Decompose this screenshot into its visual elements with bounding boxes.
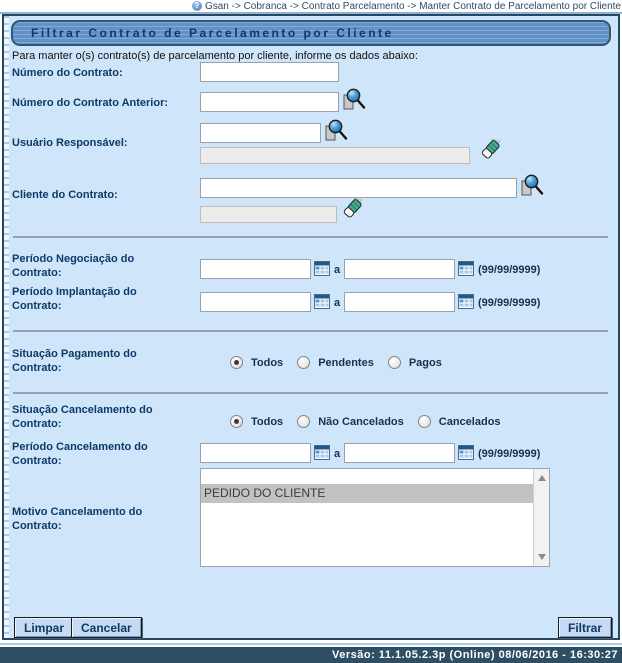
radio-label[interactable]: Todos	[251, 415, 284, 428]
date-format-hint: (99/99/9999)	[478, 448, 541, 460]
periodo-negociacao-from-input[interactable]	[200, 259, 311, 279]
radio-label[interactable]: Pagos	[408, 356, 442, 369]
help-icon[interactable]: ?	[192, 1, 202, 11]
calendar-icon[interactable]	[458, 261, 474, 281]
section-divider	[13, 392, 608, 394]
situacao-pagamento-radio-group	[230, 356, 450, 369]
radio-label[interactable]: Cancelados	[438, 415, 501, 428]
situacao-cancelamento-radio-todos[interactable]	[230, 415, 243, 428]
date-format-hint: (99/99/9999)	[478, 297, 541, 309]
situacao-cancelamento-radio-group	[230, 415, 509, 428]
numero-contrato-anterior-input[interactable]	[200, 92, 339, 112]
radio-label[interactable]: Todos	[251, 356, 284, 369]
filter-window	[2, 14, 620, 640]
scroll-down-icon[interactable]	[538, 554, 546, 560]
footer-divider	[0, 643, 622, 645]
cliente-contrato-input[interactable]	[200, 178, 517, 198]
periodo-negociacao-label: Período Negociação do Contrato:	[12, 253, 135, 279]
periodo-implantacao-from-input[interactable]	[200, 292, 311, 312]
eraser-icon[interactable]	[340, 196, 366, 229]
periodo-implantacao-to-input[interactable]	[344, 292, 455, 312]
radio-label[interactable]: Não Cancelados	[318, 415, 404, 428]
usuario-responsavel-label: Usuário Responsável:	[12, 137, 128, 149]
motivo-cancelamento-listbox[interactable]	[200, 468, 550, 567]
situacao-pagamento-label: Situação Pagamento do Contrato:	[12, 348, 137, 374]
breadcrumb-text: Gsan -> Cobranca -> Contrato Parcelamento -> Manter Contrato de Parcelamento por Cliente	[204, 0, 621, 12]
version-bar	[0, 647, 622, 663]
list-item[interactable]: PEDIDO DO CLIENTE	[201, 484, 533, 503]
periodo-cancelamento-label: Período Cancelamento do Contrato:	[12, 441, 148, 467]
page-title: Filtrar Contrato de Parcelamento por Cliente	[31, 26, 394, 40]
listbox-scrollbar[interactable]	[533, 469, 549, 566]
numero-contrato-anterior-label: Número do Contrato Anterior:	[12, 97, 169, 109]
calendar-icon[interactable]	[314, 445, 330, 465]
calendar-icon[interactable]	[458, 294, 474, 314]
range-separator: a	[334, 297, 341, 309]
section-divider	[13, 236, 608, 238]
range-separator: a	[334, 264, 341, 276]
listbox-options	[201, 469, 533, 566]
list-item-blank[interactable]	[201, 469, 533, 484]
periodo-implantacao-label: Período Implantação do Contrato:	[12, 286, 137, 312]
calendar-icon[interactable]	[314, 261, 330, 281]
version-text: Versão: 11.1.05.2.3p (Online) 08/06/2016 - 16:30:27	[332, 649, 618, 661]
section-divider	[13, 330, 608, 332]
motivo-cancelamento-label: Motivo Cancelamento do Contrato:	[12, 506, 143, 532]
search-icon[interactable]	[519, 174, 545, 203]
radio-label[interactable]: Pendentes	[318, 356, 374, 369]
situacao-cancelamento-label: Situação Cancelamento do Contrato:	[12, 404, 153, 430]
periodo-negociacao-to-input[interactable]	[344, 259, 455, 279]
search-icon[interactable]	[323, 119, 349, 148]
cliente-contrato-nome-field	[200, 206, 337, 223]
form-description: Para manter o(s) contrato(s) de parcelamento por cliente, informe os dados abaixo:	[12, 50, 418, 62]
window-titlebar	[11, 20, 611, 46]
calendar-icon[interactable]	[314, 294, 330, 314]
numero-contrato-label: Número do Contrato:	[12, 67, 123, 79]
numero-contrato-input[interactable]	[200, 62, 339, 82]
eraser-icon[interactable]	[478, 137, 504, 170]
periodo-cancelamento-from-input[interactable]	[200, 443, 311, 463]
filtrar-button[interactable]: Filtrar	[558, 617, 612, 638]
search-icon[interactable]	[341, 88, 367, 117]
usuario-responsavel-nome-field	[200, 147, 470, 164]
cliente-contrato-label: Cliente do Contrato:	[12, 189, 118, 201]
usuario-responsavel-input[interactable]	[200, 123, 321, 143]
limpar-button[interactable]: Limpar	[14, 617, 74, 638]
situacao-pagamento-radio-todos[interactable]	[230, 356, 243, 369]
scroll-up-icon[interactable]	[538, 475, 546, 481]
range-separator: a	[334, 448, 341, 460]
cancelar-button[interactable]: Cancelar	[71, 617, 142, 638]
periodo-cancelamento-to-input[interactable]	[344, 443, 455, 463]
date-format-hint: (99/99/9999)	[478, 264, 541, 276]
breadcrumb	[0, 0, 621, 12]
situacao-cancelamento-radio-cancelados[interactable]	[418, 415, 431, 428]
calendar-icon[interactable]	[458, 445, 474, 465]
situacao-pagamento-radio-pendentes[interactable]	[297, 356, 310, 369]
situacao-cancelamento-radio-nao-cancelados[interactable]	[297, 415, 310, 428]
situacao-pagamento-radio-pagos[interactable]	[388, 356, 401, 369]
